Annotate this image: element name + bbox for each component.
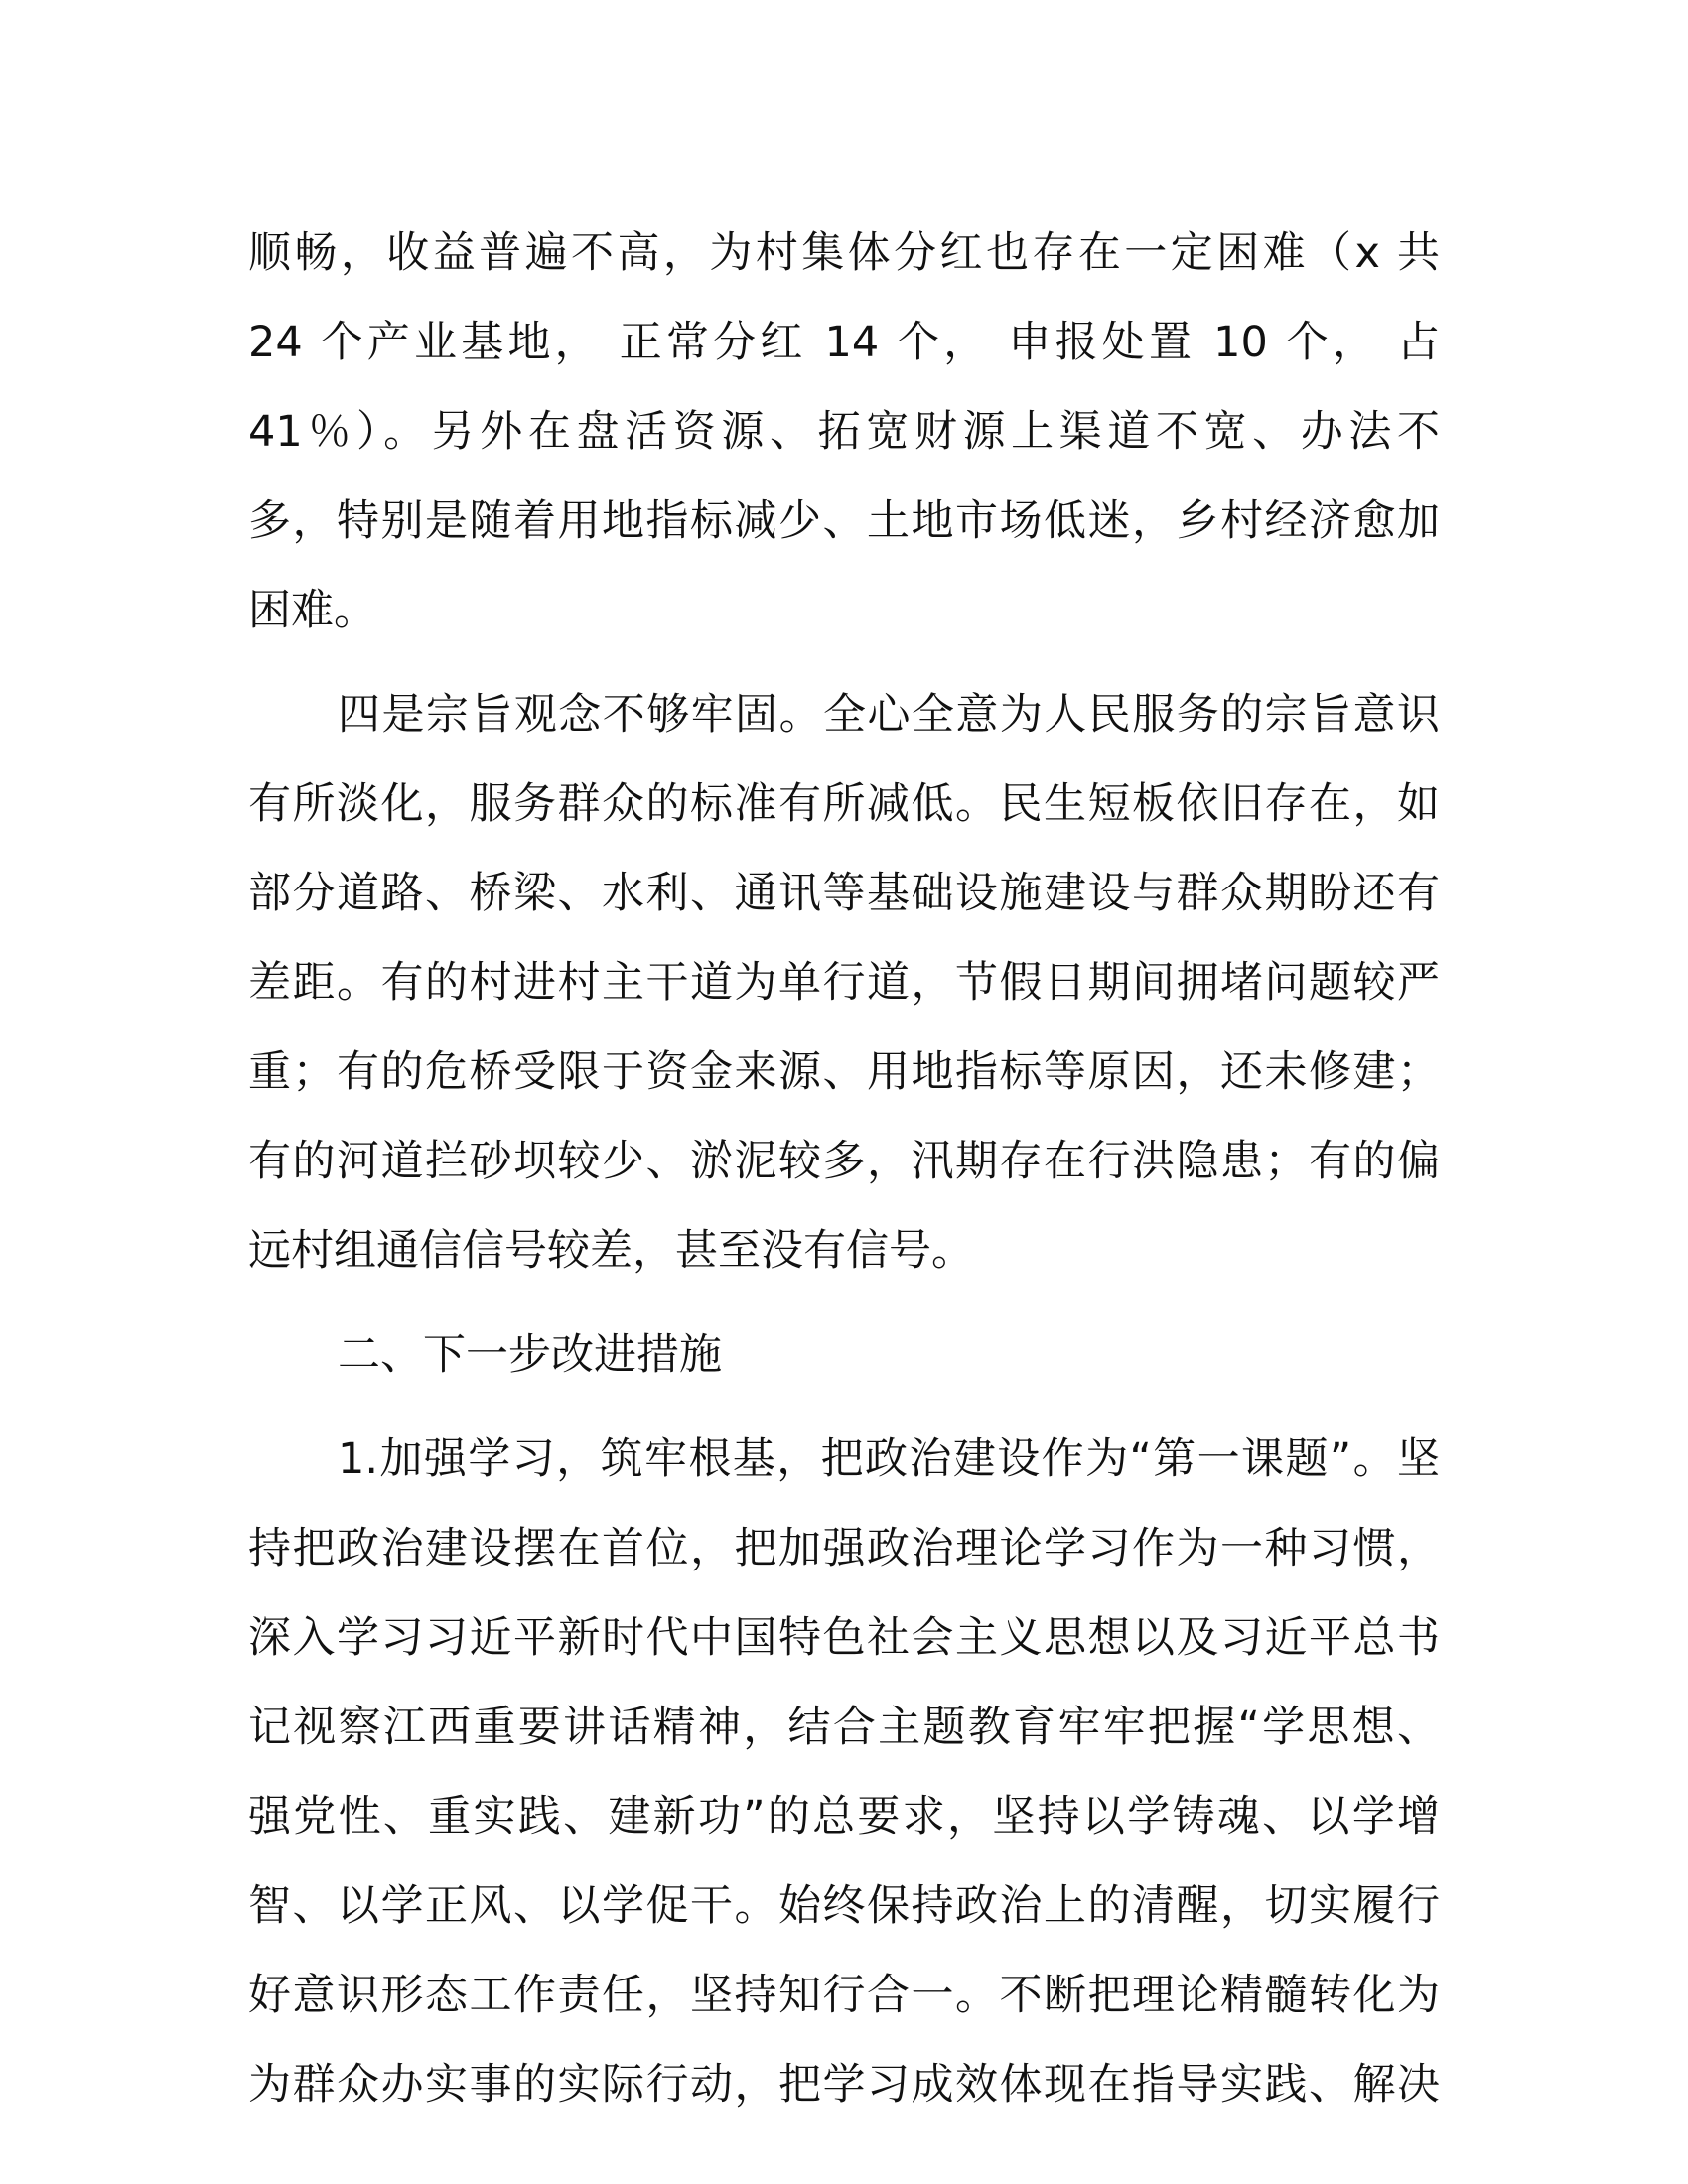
text-line: 有的河道拦砂坝较少、淤泥较多，汛期存在行洪隐患；有的偏 — [248, 1137, 1440, 1186]
document-body — [248, 208, 1440, 2129]
text-line: 记视察江西重要讲话精神，结合主题教育牢牢把握“学思想、 — [248, 1703, 1440, 1752]
text-line: 困难。 — [248, 586, 376, 635]
text-line: 顺畅，收益普遍不高，为村集体分红也存在一定困难（x 共 — [248, 228, 1440, 278]
text-line: 差距。有的村进村主干道为单行道，节假日期间拥堵问题较严 — [248, 958, 1440, 1008]
section-heading: 二、下一步改进措施 — [338, 1330, 722, 1380]
paragraph-gap — [248, 1296, 1440, 1310]
text-line: 智、以学正风、以学促干。始终保持政治上的清醒，切实履行 — [248, 1881, 1440, 1931]
text-line: 好意识形态工作责任，坚持知行合一。不断把理论精髓转化为 — [248, 1971, 1440, 2020]
text-line: 强党性、重实践、建新功”的总要求，坚持以学铸魂、以学增 — [248, 1792, 1440, 1842]
text-line: 重；有的危桥受限于资金来源、用地指标等原因，还未修建； — [248, 1047, 1440, 1097]
text-line: 持把政治建设摆在首位，把加强政治理论学习作为一种习惯， — [248, 1524, 1440, 1573]
text-line: 41％）。另外在盘活资源、拓宽财源上渠道不宽、办法不 — [248, 407, 1440, 457]
paragraph-strengthen-learning — [248, 1415, 1440, 2129]
paragraph-industry-income — [248, 208, 1440, 655]
paragraph-service-concept — [248, 670, 1440, 1296]
text-line: 有所淡化，服务群众的标准有所减低。民生短板依旧存在，如 — [248, 779, 1440, 829]
text-line: 远村组通信信号较差，甚至没有信号。 — [248, 1226, 974, 1276]
text-line: 1.加强学习，筑牢根基，把政治建设作为“第一课题”。坚 — [338, 1434, 1440, 1484]
text-line: 四是宗旨观念不够牢固。全心全意为人民服务的宗旨意识 — [338, 690, 1440, 740]
paragraph-gap — [248, 1400, 1440, 1415]
text-line: 24 个产业基地， 正常分红 14 个， 申报处置 10 个， 占 — [248, 318, 1440, 367]
paragraph-gap — [248, 655, 1440, 670]
text-line: 为群众办实事的实际行动，把学习成效体现在指导实践、解决 — [248, 2060, 1440, 2110]
text-line: 部分道路、桥梁、水利、通讯等基础设施建设与群众期盼还有 — [248, 869, 1440, 918]
text-line: 深入学习习近平新时代中国特色社会主义思想以及习近平总书 — [248, 1613, 1440, 1663]
text-line: 多，特别是随着用地指标减少、土地市场低迷，乡村经济愈加 — [248, 496, 1440, 546]
section-heading-improvement — [248, 1310, 1440, 1400]
